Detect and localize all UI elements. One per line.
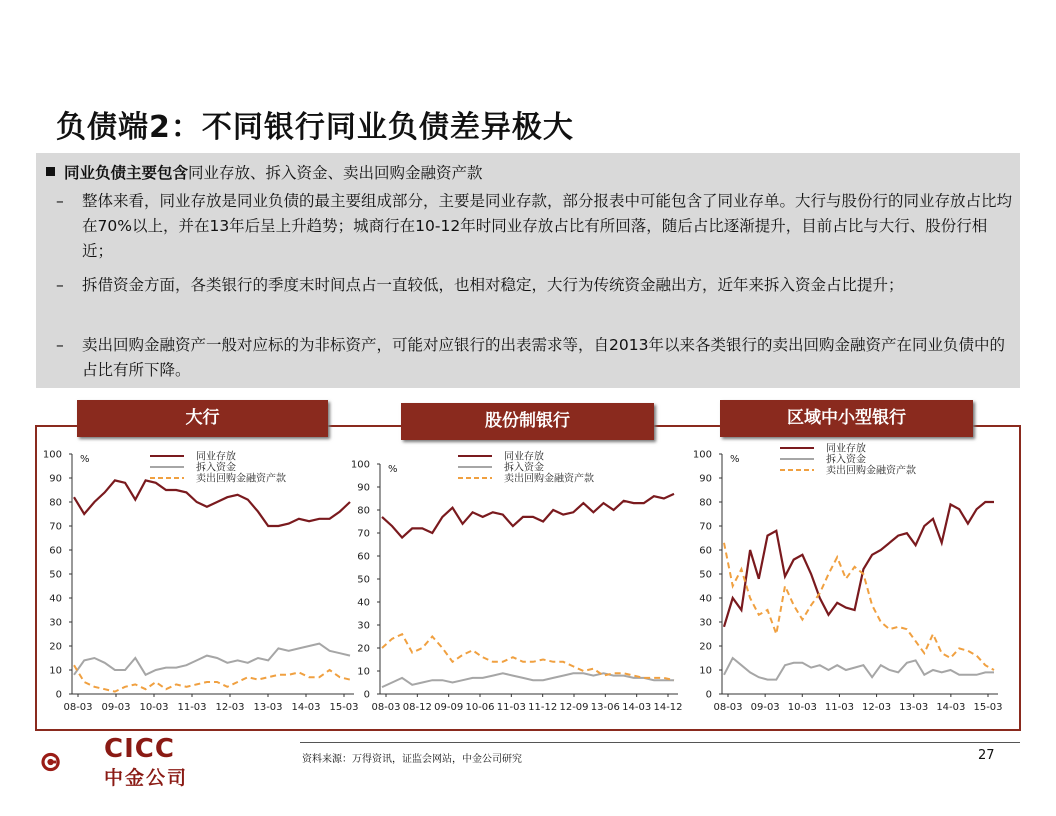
y-tick-label: 20: [699, 641, 712, 653]
series-line-1: [724, 658, 994, 680]
y-tick-label: 20: [357, 643, 370, 655]
y-tick-label: 70: [357, 528, 370, 540]
x-tick-label: 08-03: [63, 702, 93, 713]
footer-divider: [300, 742, 1020, 743]
sub-point-text: 整体来看，同业存放是同业负债的最主要组成部分，主要是同业存款，部分报表中可能包含了同业存单。大行与股份行的同业存放占比均在70%以上，并在13年后呈上升趋势；城商行在10-12年时同业存放占比有所回落，随后占比逐渐提升，目前占比与大行、股份行相近；: [82, 192, 1013, 260]
x-tick-label: 12-03: [215, 702, 245, 713]
series-line-1: [74, 644, 350, 675]
legend-label: 同业存放: [196, 451, 236, 463]
logo-text-en: CICC: [104, 734, 175, 764]
x-tick-label: 13-06: [590, 702, 620, 713]
x-tick-label: 15-03: [329, 702, 359, 713]
series-line-2: [382, 634, 674, 680]
x-tick-label: 10-06: [465, 702, 495, 713]
x-tick-label: 11-03: [824, 702, 854, 713]
y-tick-label: 90: [357, 482, 370, 494]
y-tick-label: 90: [699, 473, 712, 485]
x-tick-label: 14-03: [291, 702, 321, 713]
legend-label: 卖出回购金融资产款: [826, 465, 916, 477]
y-tick-label: 40: [699, 593, 712, 605]
x-tick-label: 13-03: [899, 702, 929, 713]
legend-label: 拆入资金: [196, 462, 236, 474]
x-tick-label: 14-12: [653, 702, 683, 713]
x-tick-label: 09-09: [434, 702, 464, 713]
legend-label: 卖出回购金融资产款: [196, 473, 286, 485]
unit-label: %: [730, 454, 740, 465]
series-line-2: [724, 543, 994, 670]
y-tick-label: 30: [49, 617, 62, 629]
source-note: 资料来源：万得资讯，证监会网站，中金公司研究: [302, 754, 522, 765]
y-tick-label: 20: [49, 641, 62, 653]
x-tick-label: 10-03: [139, 702, 169, 713]
logo-text-cn: 中金公司: [104, 767, 189, 789]
sub-point-text: 拆借资金方面，各类银行的季度末时间点占一直较低，也相对稳定，大行为传统资金融出方，近年来拆入资金占比提升；: [82, 276, 904, 294]
chart-regional-banks: [688, 440, 1008, 720]
y-tick-label: 100: [350, 459, 370, 471]
y-tick-label: 0: [363, 689, 370, 701]
page-title: 负债端2：不同银行同业负债差异极大: [56, 110, 574, 145]
unit-label: %: [388, 464, 398, 475]
y-tick-label: 60: [699, 545, 712, 557]
y-tick-label: 30: [357, 620, 370, 632]
unit-label: %: [80, 454, 90, 465]
x-tick-label: 12-03: [862, 702, 892, 713]
dash-marker: –: [56, 336, 64, 354]
x-tick-label: 13-03: [253, 702, 283, 713]
x-tick-label: 09-03: [750, 702, 780, 713]
cicc-logo-icon: [40, 732, 100, 792]
chart-joint-stock-banks: [348, 440, 683, 720]
y-tick-label: 100: [42, 449, 62, 461]
y-tick-label: 10: [49, 665, 62, 677]
series-line-0: [74, 480, 350, 526]
chart-big-banks: [38, 440, 358, 720]
y-tick-label: 100: [692, 449, 712, 461]
legend-label: 卖出回购金融资产款: [504, 473, 594, 485]
dash-marker: –: [56, 192, 64, 210]
x-tick-label: 15-03: [973, 702, 1003, 713]
x-tick-label: 14-03: [936, 702, 966, 713]
x-tick-label: 10-03: [787, 702, 817, 713]
y-tick-label: 80: [699, 497, 712, 509]
y-tick-label: 60: [357, 551, 370, 563]
x-tick-label: 08-03: [371, 702, 401, 713]
x-tick-label: 08-12: [402, 702, 432, 713]
x-tick-label: 09-03: [101, 702, 131, 713]
x-tick-label: 12-09: [559, 702, 589, 713]
y-tick-label: 30: [699, 617, 712, 629]
y-tick-label: 80: [49, 497, 62, 509]
y-tick-label: 70: [49, 521, 62, 533]
x-tick-label: 08-03: [713, 702, 743, 713]
y-tick-label: 50: [699, 569, 712, 581]
series-line-0: [724, 502, 994, 627]
chart-title-joint-stock-banks: 股份制银行: [401, 403, 654, 440]
y-tick-label: 40: [49, 593, 62, 605]
y-tick-label: 50: [49, 569, 62, 581]
sub-point-1: [56, 189, 1013, 264]
x-tick-label: 11-03: [496, 702, 526, 713]
y-tick-label: 10: [699, 665, 712, 677]
sub-point-2: [56, 273, 1012, 298]
dash-marker: –: [56, 276, 64, 294]
summary-box: [36, 153, 1020, 388]
y-tick-label: 60: [49, 545, 62, 557]
legend-label: 拆入资金: [504, 462, 544, 474]
y-tick-label: 90: [49, 473, 62, 485]
bullet-rest: 同业存放、拆入资金、卖出回购金融资产款: [188, 164, 483, 182]
y-tick-label: 0: [705, 689, 712, 701]
y-tick-label: 0: [55, 689, 62, 701]
sub-point-text: 卖出回购金融资产一般对应标的为非标资产，可能对应银行的出表需求等，自2013年以来各类银行的卖出回购金融资产在同业负债中的占比有所下降。: [82, 336, 1005, 379]
square-bullet-icon: [46, 167, 55, 176]
legend-label: 同业存放: [826, 443, 866, 455]
y-tick-label: 80: [357, 505, 370, 517]
y-tick-label: 70: [699, 521, 712, 533]
main-bullet: [46, 161, 483, 183]
x-tick-label: 14-03: [622, 702, 652, 713]
x-tick-label: 11-12: [528, 702, 558, 713]
y-tick-label: 50: [357, 574, 370, 586]
chart-title-big-banks: 大行: [77, 400, 328, 437]
legend-label: 拆入资金: [826, 454, 866, 466]
page-number: 27: [978, 748, 995, 763]
bullet-bold: 同业负债主要包含: [64, 164, 189, 182]
x-tick-label: 11-03: [177, 702, 207, 713]
legend-label: 同业存放: [504, 451, 544, 463]
series-line-0: [382, 494, 674, 538]
sub-point-3: [56, 333, 1012, 383]
y-tick-label: 10: [357, 666, 370, 678]
y-tick-label: 40: [357, 597, 370, 609]
chart-title-regional-banks: 区域中小型银行: [720, 400, 973, 437]
